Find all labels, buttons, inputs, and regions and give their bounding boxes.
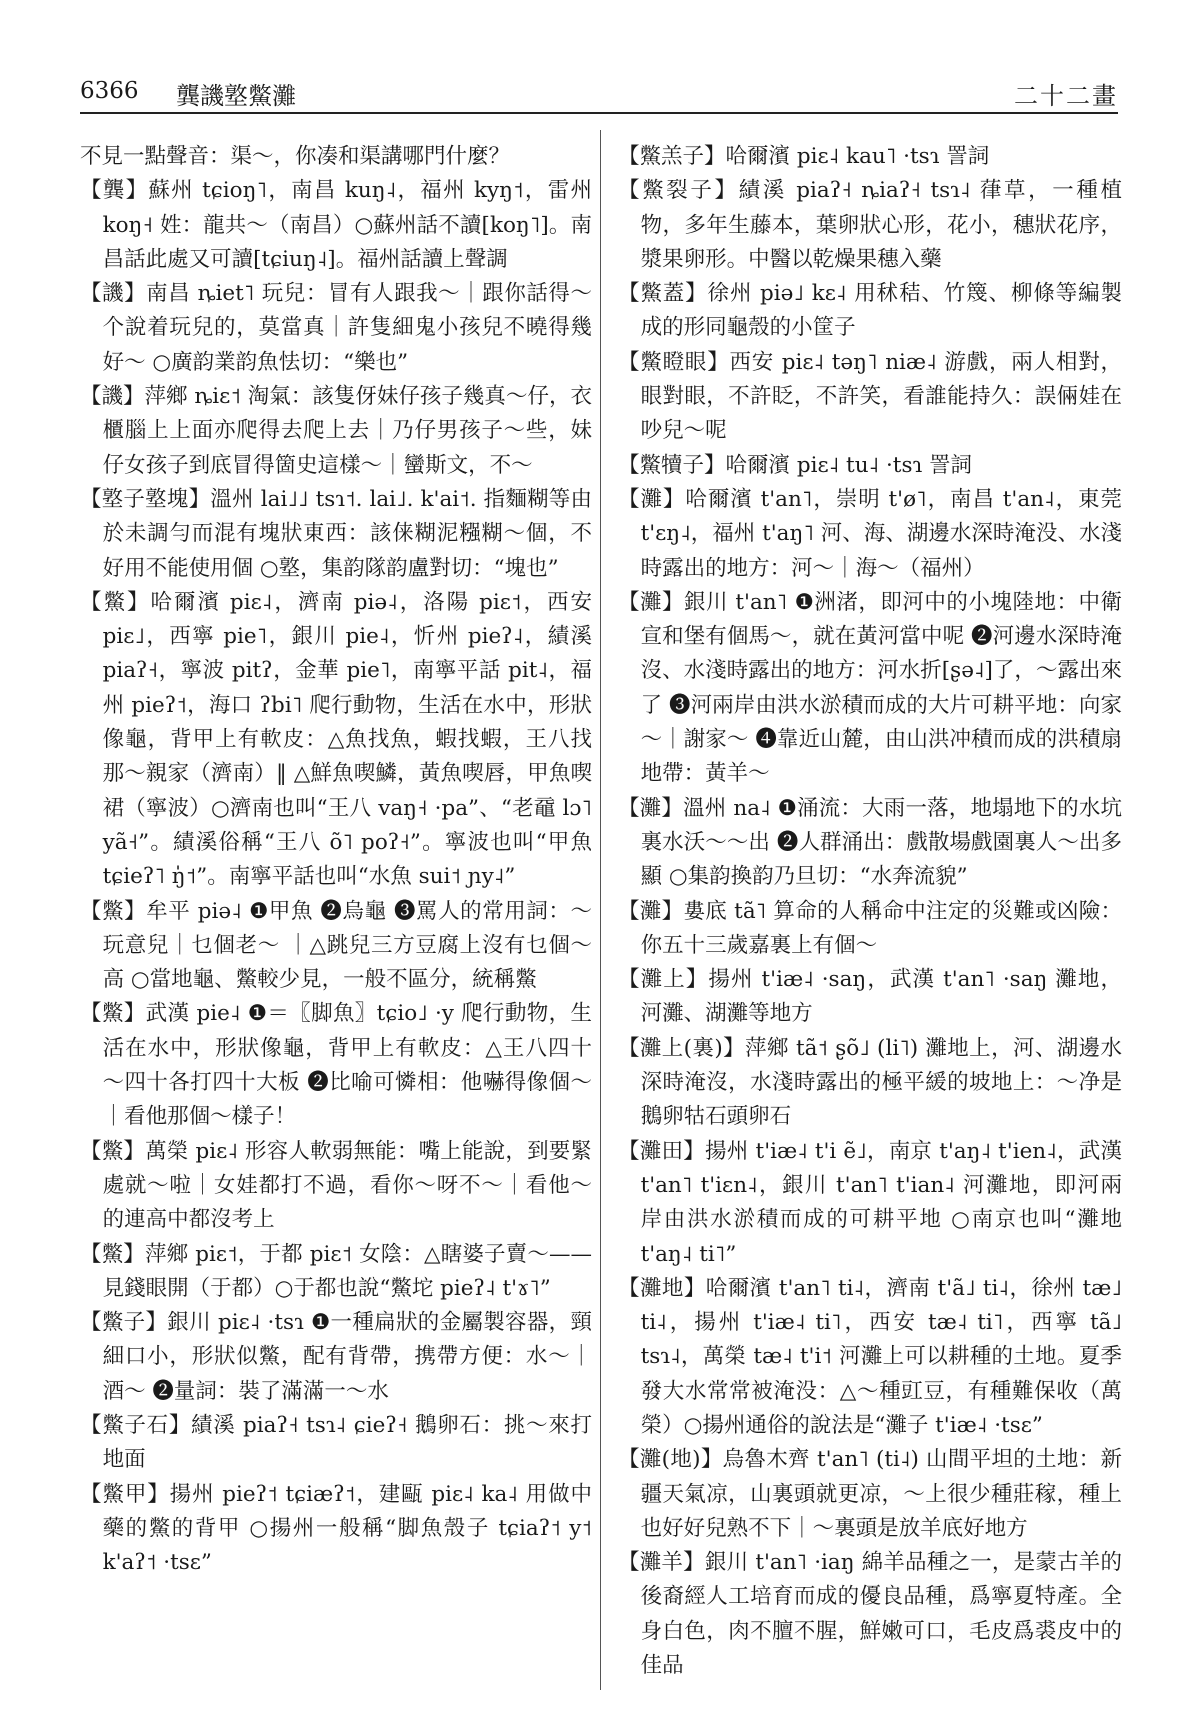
dictionary-entry: 【龔】蘇州 tɕioŋ˥，南昌 kuŋ˨，福州 kyŋ˦，雷州 koŋ˧ 姓：龍共～（南昌）○蘇州話不讀[koŋ˥]。南昌話此處又可讀[tɕiuŋ˨]。福州話讀上聲調 <box>80 178 592 272</box>
header-rule <box>80 112 1118 114</box>
dictionary-entry: 【譏】萍鄉 ȵiɛ˦ 淘氣：該隻伢妹仔孩子幾真～仔，衣櫃腦上上面亦爬得去爬上去｜乃仔男孩子～些，妹仔女孩子到底冒得箇史這樣～｜蠻斯文，不～ <box>80 384 592 478</box>
dictionary-entry: 【鱉】哈爾濱 piɛ˨，濟南 piə˨，洛陽 piɛ˦，西安 piɛ˩，西寧 pie˥，銀川 pie˨，忻州 pieʔ˨，績溪 piaʔ˧，寧波 pitʔ，金華 pie˥，南寧平話 pit˨，福州 pieʔ˦，海口 ʔbi˥ 爬行動物，生活在水中，形狀像龜，背甲上有軟皮：△魚找魚，蝦找蝦，王八找那～親家（濟南）‖ △鮮魚喫鱗，黃魚喫唇，甲魚喫裙（寧波）○濟南也叫“王八 vaŋ˧ ·pa”、“老黿 lɔ˥ yã˧”。績溪俗稱“王八 õ˥ poʔ˧”。寧波也叫“甲魚 tɕieʔ˥ ŋ̍˦”。南寧平話也叫“水魚 sui˦ ɲy˨” <box>80 589 592 890</box>
header-strokes: 二十二畫 <box>1014 82 1118 110</box>
dictionary-entry: 【鱉犢子】哈爾濱 piɛ˨ tu˨ ·tsɿ 詈詞 <box>618 452 973 478</box>
dictionary-entry: 【灘】溫州 na˨ ❶涌流：大雨一落，地塌地下的水坑裏水沃～～出 ❷人群涌出：戲散場戲園裏人～出多顯 ○集韵換韵乃旦切：“水奔流貌” <box>618 795 1122 890</box>
dictionary-entry: 【灘】婁底 tã˥ 算命的人稱命中注定的災難或凶險：你五十三歲嘉裏上有個～ <box>618 898 1122 958</box>
dictionary-entry: 【鱉瞪眼】西安 piɛ˨ təŋ˥ niæ˨ 游戲，兩人相對，眼對眼，不許眨，不許笑，看誰能持久：誤倆娃在吵兒～呢 <box>618 349 1122 444</box>
column-divider <box>600 130 601 1690</box>
dictionary-entry: 【鱉甲】揚州 pieʔ˦ tɕiæʔ˦，建甌 piɛ˨ ka˨ 用做中藥的鱉的背甲 ○揚州一般稱“脚魚殼子 tɕiaʔ˦ y˦ k'aʔ˦ ·tsɛ” <box>80 1481 592 1576</box>
dictionary-entry: 【鱉羔子】哈爾濱 piɛ˨ kau˥ ·tsɿ 詈詞 <box>618 144 990 169</box>
dictionary-entry: 【灘地】哈爾濱 t'an˥ ti˨，濟南 t'ã˩ ti˨，徐州 tæ˩ ti˨，揚州 t'iæ˨ ti˥，西安 tæ˨ ti˥，西寧 tã˩ tsɿ˨，萬榮 tæ˨ t'i˦ 河灘上可以耕種的土地。夏季發大水常常被淹没：△～種豇豆，有種難保收（萬榮）○揚州通俗的說法是“灘子 t'iæ˨ ·tsɛ” <box>618 1275 1122 1438</box>
dictionary-entry: 【灘田】揚州 t'iæ˨ t'i ẽ˩，南京 t'aŋ˨ t'ien˨，武漢 t'an˥ t'iɛn˨，銀川 t'an˥ t'ian˨ 河灘地，即河兩岸由洪水淤積而成的可耕平地 ○南京也叫“灘地 t'aŋ˨ ti˥” <box>618 1138 1122 1267</box>
right-column <box>618 140 1122 1683</box>
dictionary-entry: 【灘】銀川 t'an˥ ❶洲渚，即河中的小塊陸地：中衛宣和堡有個馬～，就在黃河當中呢 ❷河邊水深時淹沒、水淺時露出的地方：河水折[ʂə˨]了，～露出來了 ❸河兩岸由洪水淤積而成的大片可耕平地：向家～｜謝家～ ❹靠近山麓，由山洪冲積而成的洪積扇地帶：黃羊～ <box>618 589 1122 787</box>
dictionary-entry: 【鱉蓋】徐州 piə˩ kɛ˨ 用秫秸、竹篾、柳條等編製成的形同龜殼的小筐子 <box>618 281 1122 341</box>
dictionary-entry: 【灘上】揚州 t'iæ˨ ·saŋ，武漢 t'an˥ ·saŋ 灘地，河灘、湖灘等地方 <box>618 967 1122 1027</box>
dictionary-entry: 【灘上(裏)】萍鄉 tã˦ ʂõ˩ (li˥) 灘地上，河、湖邊水深時淹沒，水淺時露出的極平緩的坡地上：～净是鵝卵牯石頭卵石 <box>618 1035 1122 1130</box>
dictionary-entry: 【譏】南昌 ȵiet˥ 玩兒：冒有人跟我～｜跟你話得～个說着玩兒的，莫當真｜許隻細鬼小孩兒不曉得幾好～ ○廣韵業韵魚怯切：“樂也” <box>80 281 592 375</box>
dictionary-entry: 【鱉裂子】績溪 piaʔ˧ ȵiaʔ˧ tsɿ˨ 葎草，一種植物，多年生藤本，葉卵狀心形，花小，穗狀花序，漿果卵形。中醫以乾燥果穗入藥 <box>618 178 1122 272</box>
dictionary-entry: 【鱉子】銀川 piɛ˨ ·tsɿ ❶一種扁狀的金屬製容器，頸細口小，形狀似鱉，配有背帶，携帶方便：水～｜酒～ ❷量詞：裝了滿滿一～水 <box>80 1310 592 1404</box>
dictionary-entry: 【灘(地)】烏魯木齊 t'an˥ (ti˨) 山間平坦的土地：新疆天氣凉，山裏頭就更凉，～上很少種莊稼，種上也好好兒熟不下｜～裏頭是放羊底好地方 <box>618 1447 1122 1541</box>
dictionary-entry: 【灘】哈爾濱 t'an˥，崇明 t'ø˥，南昌 t'an˨，東莞 t'ɛŋ˨，福州 t'aŋ˥ 河、海、湖邊水深時淹没、水淺時露出的地方：河～｜海～（福州） <box>618 486 1122 581</box>
dictionary-entry: 不見一點聲音：渠～，你凑和渠講哪門什麼？ <box>80 144 511 169</box>
page-number: 6366 <box>80 78 139 104</box>
dictionary-entry: 【鱉】萍鄉 piɛ˦，于都 piɛ˦ 女陰：△瞎婆子賣～——見錢眼開（于都）○于都也說“鱉坨 pieʔ˨ t'ɤ˥” <box>80 1241 592 1301</box>
dictionary-entry: 【鱉】萬榮 piɛ˨ 形容人軟弱無能：嘴上能說，到要緊處就～啦｜女娃都打不過，看你～呀不～｜看他～的連高中都沒考上 <box>80 1138 592 1233</box>
dictionary-entry: 【墪子墪塊】溫州 lai˩˩ tsɿ˦. lai˩. k'ai˦. 指麵糊等由於未調勻而混有塊狀東西：該俫糊泥糨糊～個，不好用不能使用個 ○墪，集韵隊韵盧對切：“塊也” <box>80 486 592 581</box>
dictionary-entry: 【灘羊】銀川 t'an˥ ·iaŋ 綿羊品種之一，是蒙古羊的後裔經人工培育而成的優良品種，爲寧夏特產。全身白色，肉不膻不腥，鮮嫩可口，毛皮爲裘皮中的佳品 <box>618 1550 1122 1679</box>
dictionary-entry: 【鱉】武漢 pie˨ ❶＝〖脚魚〗tɕio˩ ·y 爬行動物，生活在水中，形狀像龜，背甲上有軟皮：△王八四十～四十各打四十大板 ❷比喻可憐相：他嚇得像個～｜看他那個～樣子！ <box>80 1001 592 1130</box>
left-column <box>80 140 592 1580</box>
header-title: 龔譏墪鱉灘 <box>176 82 296 110</box>
dictionary-entry: 【鱉子石】績溪 piaʔ˧ tsɿ˨ ɕieʔ˧ 鵝卵石：挑～來打地面 <box>80 1412 592 1473</box>
dictionary-entry: 【鱉】牟平 piə˨ ❶甲魚 ❷烏龜 ❸罵人的常用詞：～玩意兒｜乜個老～ ｜△跳兒三方豆腐上沒有乜個～高 ○當地龜、鱉較少見，一般不區分，統稱鱉 <box>80 898 592 993</box>
page-header <box>80 72 1118 108</box>
